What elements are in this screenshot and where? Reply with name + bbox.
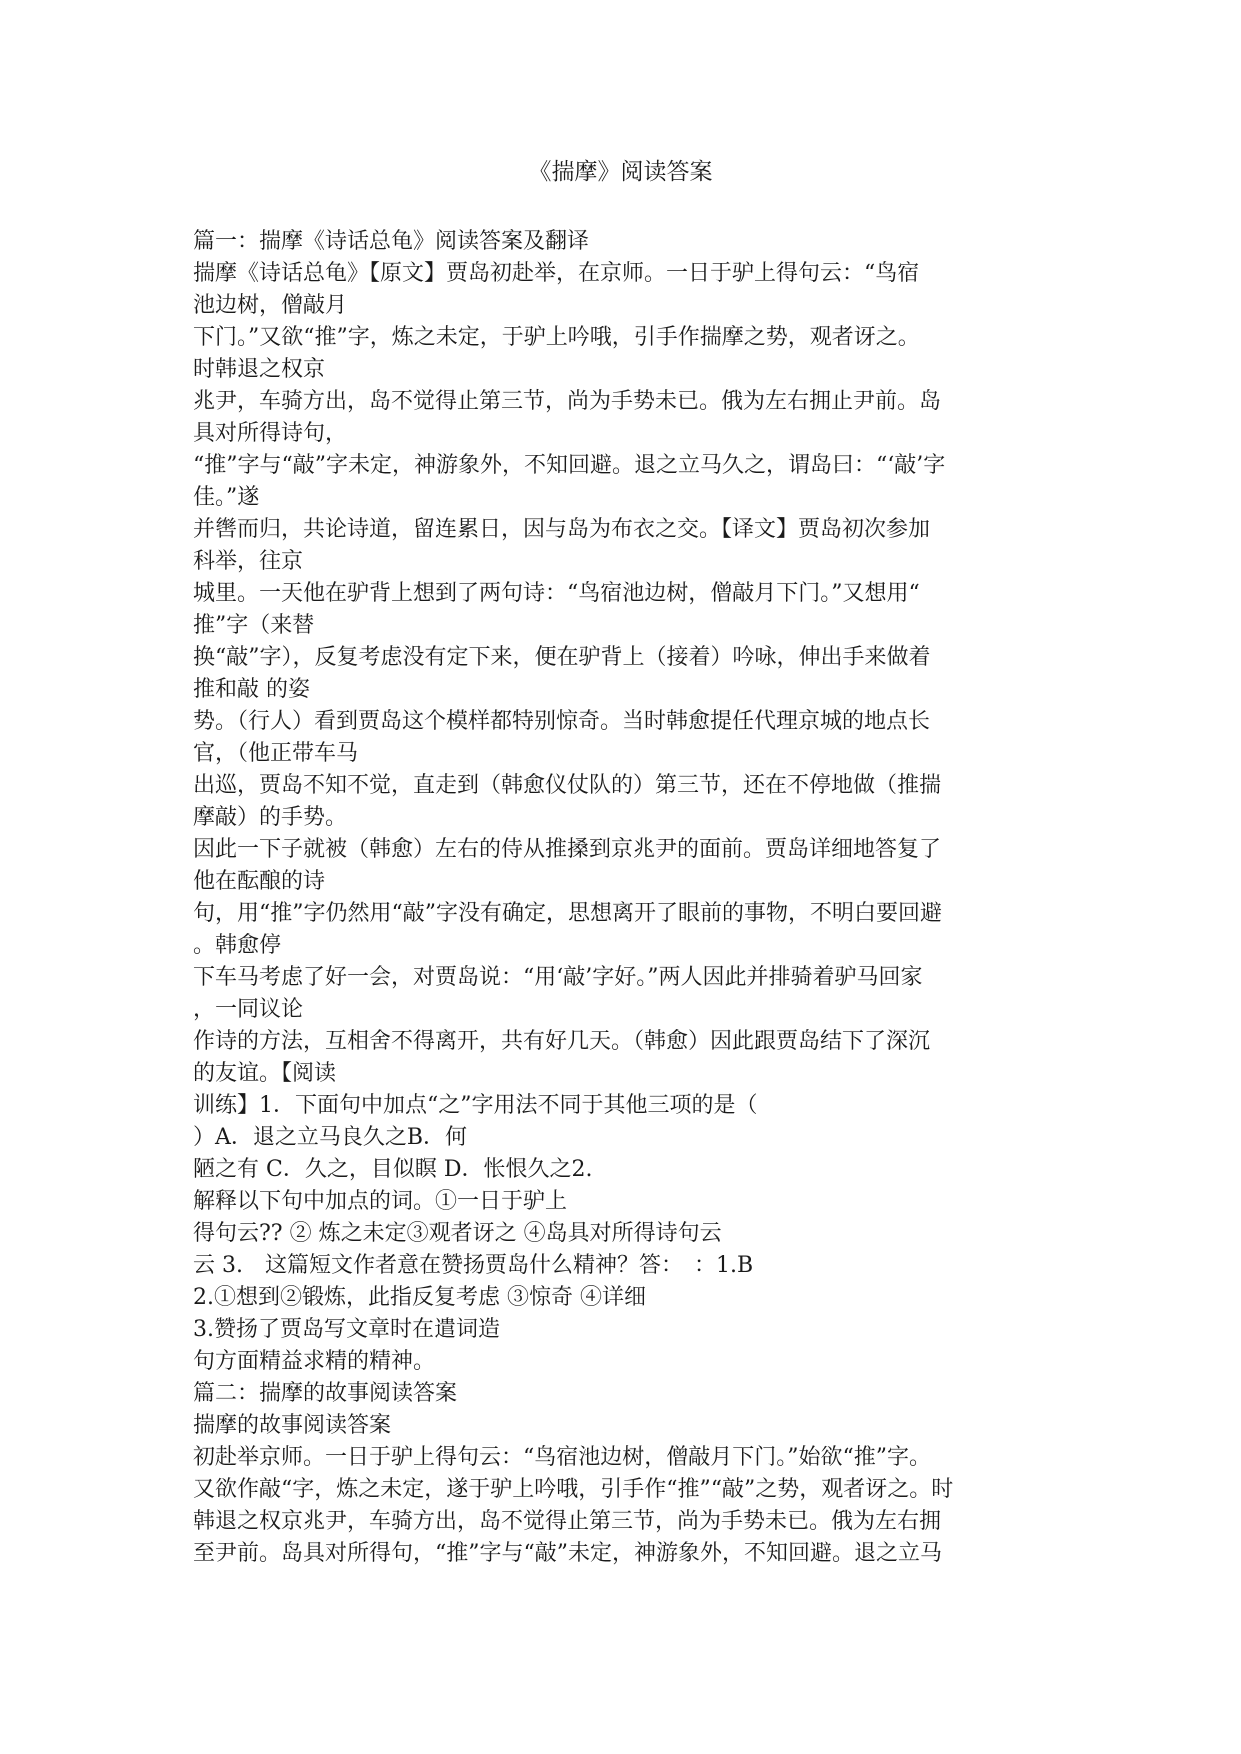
text-line: 池边树，僧敲月	[193, 293, 348, 318]
text-line: 训练】1．下面句中加点“之”字用法不同于其他三项的是（	[193, 1093, 758, 1118]
text-line: 佳。”遂	[193, 485, 260, 510]
text-line: 作诗的方法，互相舍不得离开，共有好几天。（韩愈）因此跟贾岛结下了深沉	[193, 1029, 931, 1054]
text-line: 并辔而归，共论诗道，留连累日，因与岛为布衣之交。【译文】贾岛初次参加	[193, 517, 931, 542]
text-line: 时韩退之权京	[193, 357, 326, 382]
text-line: 摩敲）的手势。	[193, 805, 348, 830]
text-line: ）A．退之立马良久之B．何	[193, 1125, 468, 1150]
text-line: 兆尹，车骑方出，岛不觉得止第三节，尚为手势未已。俄为左右拥止尹前。岛	[193, 389, 942, 414]
text-line: 揣摩《诗话总龟》【原文】贾岛初赴举，在京师。一日于驴上得句云：“鸟宿	[193, 261, 920, 286]
text-line: 揣摩的故事阅读答案	[193, 1413, 392, 1438]
text-line: 下车马考虑了好一会，对贾岛说：“用‘敲’字好。”两人因此并排骑着驴马回家	[193, 965, 923, 990]
text-line: “推”字与“敲”字未定，神游象外，不知回避。退之立马久之，谓岛曰：“‘敲’字	[193, 453, 946, 478]
text-line: 。韩愈停	[193, 933, 282, 958]
text-line: 篇二：揣摩的故事阅读答案	[193, 1381, 458, 1406]
text-line: 云 3. 这篇短文作者意在赞扬贾岛什么精神？答： ：1.B	[193, 1253, 754, 1278]
document-body	[193, 226, 1053, 1570]
text-line: 得句云?? ② 炼之未定③观者讶之 ④岛具对所得诗句云	[193, 1221, 722, 1246]
text-line: 他在酝酿的诗	[193, 869, 326, 894]
text-line: 因此一下子就被（韩愈）左右的侍从推搡到京兆尹的面前。贾岛详细地答复了	[193, 837, 942, 862]
text-line: 至尹前。岛具对所得句，“推”字与“敲”未定，神游象外，不知回避。退之立马	[193, 1541, 942, 1566]
text-line: 2.①想到②锻炼，此指反复考虑 ③惊奇 ④详细	[193, 1285, 646, 1310]
document-title: 《揣摩》阅读答案	[528, 159, 713, 185]
text-line: 科举，往京	[193, 549, 304, 574]
text-line: 下门。”又欲“推”字，炼之未定，于驴上吟哦，引手作揣摩之势，观者讶之。	[193, 325, 920, 350]
text-line: 篇一：揣摩《诗话总龟》阅读答案及翻译	[193, 229, 590, 254]
text-line: 官，（他正带车马	[193, 741, 359, 766]
text-line: 又欲作敲“字，炼之未定，遂于驴上吟哦，引手作“推”“敲”之势，观者讶之。时	[193, 1477, 954, 1502]
text-line: 势。（行人）看到贾岛这个模样都特别惊奇。当时韩愈提任代理京城的地点长	[193, 709, 931, 734]
text-line: 的友谊。【阅读	[193, 1061, 337, 1086]
text-line: 3.赞扬了贾岛写文章时在遣词造	[193, 1317, 500, 1342]
text-line: 韩退之权京兆尹，车骑方出，岛不觉得止第三节，尚为手势未已。俄为左右拥	[193, 1509, 942, 1534]
text-line: 推和敲 的姿	[193, 677, 310, 702]
text-line: 换“敲”字），反复考虑没有定下来，便在驴背上（接着）吟咏，伸出手来做着	[193, 645, 931, 670]
text-line: 句方面精益求精的精神。	[193, 1349, 436, 1374]
text-line: 句，用“推”字仍然用“敲”字没有确定，思想离开了眼前的事物，不明白要回避	[193, 901, 942, 926]
text-line: 推”字（来替	[193, 613, 315, 638]
text-line: 陋之有 C．久之，目似瞑 D．怅恨久之2.	[193, 1157, 593, 1182]
text-line: ，一同议论	[193, 997, 304, 1022]
text-line: 解释以下句中加点的词。①一日于驴上	[193, 1189, 568, 1214]
text-line: 城里。一天他在驴背上想到了两句诗：“鸟宿池边树，僧敲月下门。”又想用“	[193, 581, 920, 606]
text-line: 初赴举京师。一日于驴上得句云：“鸟宿池边树，僧敲月下门。”始欲“推”字。	[193, 1445, 931, 1470]
text-line: 具对所得诗句，	[193, 421, 348, 446]
text-line: 出巡，贾岛不知不觉，直走到（韩愈仪仗队的）第三节，还在不停地做（推揣	[193, 773, 942, 798]
